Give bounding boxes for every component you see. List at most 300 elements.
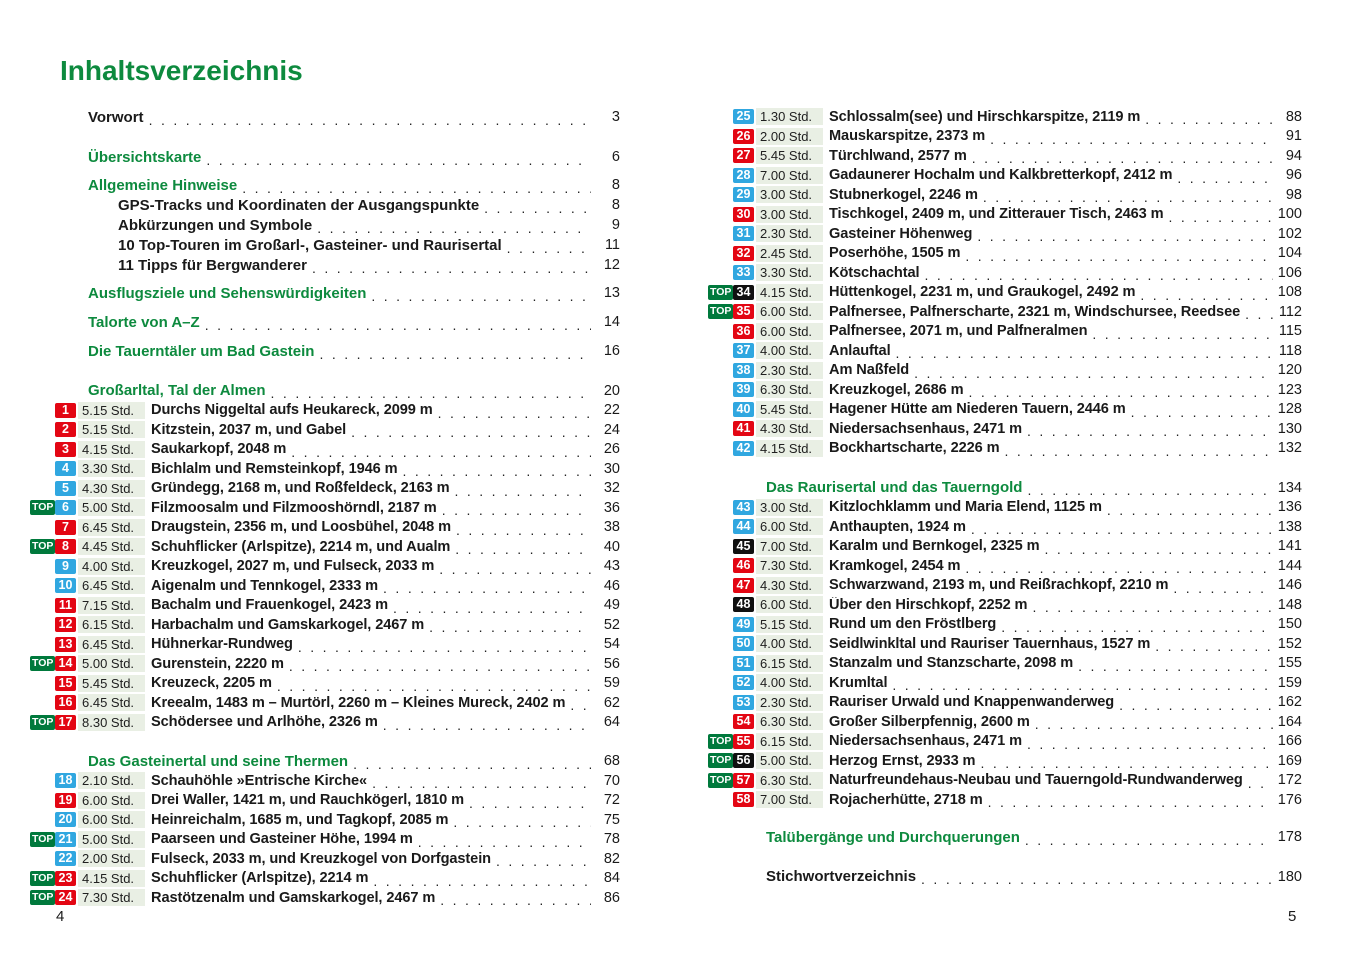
top-badge-slot bbox=[708, 773, 733, 788]
toc-entry bbox=[30, 175, 620, 195]
tour-number-badge: 11 bbox=[55, 598, 76, 613]
tour-duration: 3.00 Std. bbox=[756, 499, 823, 516]
toc-entry bbox=[30, 215, 620, 235]
tour-row bbox=[30, 635, 620, 655]
tour-number-badge: 48 bbox=[733, 597, 754, 612]
tour-number-badge: 15 bbox=[55, 676, 76, 691]
tour-page-number: 88 bbox=[1285, 108, 1302, 125]
tour-duration: 6.45 Std. bbox=[78, 636, 145, 653]
entry-page-number: 8 bbox=[611, 197, 620, 213]
entry-label: Abkürzungen und Symbole bbox=[118, 216, 313, 234]
tour-number-badge: 43 bbox=[733, 500, 754, 515]
tour-title: Kitzstein, 2037 m, und Gabel bbox=[151, 421, 347, 438]
tour-row bbox=[30, 830, 620, 850]
tour-duration: 5.00 Std. bbox=[756, 752, 823, 769]
tour-page-number: 24 bbox=[603, 421, 620, 438]
tour-duration: 4.15 Std. bbox=[756, 440, 823, 457]
tour-number-badge: 50 bbox=[733, 636, 754, 651]
top-badge-slot bbox=[30, 500, 55, 515]
tour-title: Gadaunerer Hochalm und Kalkbretterkopf, 2412 m bbox=[829, 167, 1173, 184]
dot-leader bbox=[1248, 770, 1273, 791]
tour-duration: 5.15 Std. bbox=[756, 616, 823, 633]
tour-page-number: 112 bbox=[1278, 303, 1302, 320]
tour-number-badge: 8 bbox=[55, 539, 76, 554]
dot-leader bbox=[439, 556, 591, 577]
entry-label: Stichwortverzeichnis bbox=[766, 868, 917, 886]
tour-duration: 5.00 Std. bbox=[78, 499, 145, 516]
tour-row bbox=[708, 400, 1302, 420]
tour-number-badge: 57 bbox=[733, 773, 754, 788]
tour-number-badge: 26 bbox=[733, 129, 754, 144]
tour-page-number: 91 bbox=[1285, 128, 1302, 145]
right-column bbox=[708, 107, 1302, 887]
tour-duration: 2.00 Std. bbox=[756, 128, 823, 145]
entry-page-number: 11 bbox=[604, 237, 620, 253]
tour-title: Kötschachtal bbox=[829, 264, 920, 281]
tour-page-number: 128 bbox=[1277, 401, 1302, 418]
entry-label: GPS-Tracks und Koordinaten der Ausgangspunkte bbox=[118, 196, 480, 214]
tour-number-badge: 21 bbox=[55, 832, 76, 847]
dot-leader bbox=[983, 184, 1273, 205]
top-badge-slot bbox=[30, 871, 55, 886]
tour-row bbox=[708, 517, 1302, 537]
entry-label: Talübergänge und Durchquerungen bbox=[766, 828, 1020, 846]
tour-page-number: 84 bbox=[603, 870, 620, 887]
tour-duration: 2.45 Std. bbox=[756, 245, 823, 262]
tour-title: Gründegg, 2168 m, und Roßfeldeck, 2163 m bbox=[151, 480, 450, 497]
tour-duration: 4.45 Std. bbox=[78, 538, 145, 555]
toc-entry bbox=[30, 312, 620, 332]
tour-title: Hüttenkogel, 2231 m, und Graukogel, 2492 m bbox=[829, 284, 1136, 301]
dot-leader bbox=[1045, 536, 1273, 557]
tour-row bbox=[708, 634, 1302, 654]
tour-page-number: 100 bbox=[1277, 206, 1302, 223]
tour-title: Gasteiner Höhenweg bbox=[829, 225, 973, 242]
entry-label: Das Gasteinertal und seine Thermen bbox=[88, 752, 349, 770]
tour-title: Bichlalm und Remsteinkopf, 1946 m bbox=[151, 460, 398, 477]
tour-title: Aigenalm und Tennkogel, 2333 m bbox=[151, 577, 379, 594]
left-sections bbox=[30, 381, 620, 908]
toc-section bbox=[30, 381, 620, 732]
dot-leader bbox=[469, 790, 591, 811]
tour-page-number: 120 bbox=[1277, 362, 1302, 379]
tour-page-number: 115 bbox=[1278, 323, 1302, 340]
top-badge-slot bbox=[708, 304, 733, 319]
tour-row bbox=[30, 771, 620, 791]
tour-page-number: 94 bbox=[1285, 147, 1302, 164]
tour-row bbox=[708, 693, 1302, 713]
tour-duration: 6.00 Std. bbox=[78, 811, 145, 828]
tour-duration: 6.30 Std. bbox=[756, 713, 823, 730]
tour-page-number: 106 bbox=[1277, 264, 1302, 281]
dot-leader bbox=[1107, 497, 1273, 518]
tour-title: Rastötzenalm und Gamskarkogel, 2467 m bbox=[151, 889, 436, 906]
tour-page-number: 98 bbox=[1285, 186, 1302, 203]
dot-leader bbox=[507, 235, 591, 256]
continued-tour-list bbox=[708, 107, 1302, 458]
dot-leader bbox=[924, 262, 1272, 283]
dot-leader bbox=[1025, 827, 1273, 848]
tour-title: Drei Waller, 1421 m, und Rauchkögerl, 1810 m bbox=[151, 792, 465, 809]
tour-row bbox=[30, 498, 620, 518]
tour-number-badge: 46 bbox=[733, 558, 754, 573]
tour-number-badge: 53 bbox=[733, 695, 754, 710]
tour-duration: 4.15 Std. bbox=[78, 870, 145, 887]
dot-leader bbox=[896, 340, 1273, 361]
tour-number-badge: 40 bbox=[733, 402, 754, 417]
dot-leader bbox=[1027, 477, 1272, 498]
tour-duration: 5.45 Std. bbox=[756, 147, 823, 164]
tour-number-badge: 34 bbox=[733, 285, 754, 300]
dot-leader bbox=[921, 866, 1273, 887]
tour-number-badge: 4 bbox=[55, 461, 76, 476]
dot-leader bbox=[1035, 711, 1273, 732]
tour-row bbox=[30, 693, 620, 713]
dot-leader bbox=[1145, 106, 1273, 127]
dot-leader bbox=[1027, 731, 1273, 752]
tour-row bbox=[708, 556, 1302, 576]
tour-row bbox=[30, 420, 620, 440]
tour-row bbox=[708, 283, 1302, 303]
toc-entry bbox=[30, 341, 620, 361]
dot-leader bbox=[484, 195, 591, 216]
tour-number-badge: 10 bbox=[55, 578, 76, 593]
dot-leader bbox=[317, 215, 591, 236]
dot-leader bbox=[206, 147, 591, 168]
tour-row bbox=[708, 224, 1302, 244]
toc-entry bbox=[30, 195, 620, 215]
tour-duration: 4.00 Std. bbox=[756, 342, 823, 359]
tour-number-badge: 12 bbox=[55, 617, 76, 632]
tour-title: Kreealm, 1483 m – Murtörl, 2260 m – Kleines Mureck, 2402 m bbox=[151, 694, 566, 711]
tour-page-number: 82 bbox=[603, 850, 620, 867]
dot-leader bbox=[972, 145, 1273, 166]
entry-label: Übersichtskarte bbox=[88, 148, 202, 166]
tour-title: Herzog Ernst, 2933 m bbox=[829, 752, 976, 769]
tour-row bbox=[708, 732, 1302, 752]
tour-duration: 7.30 Std. bbox=[78, 889, 145, 906]
top-badge: TOP bbox=[710, 773, 732, 786]
tour-row bbox=[708, 341, 1302, 361]
tour-duration: 6.15 Std. bbox=[78, 616, 145, 633]
dot-leader bbox=[149, 107, 591, 128]
dot-leader bbox=[319, 341, 591, 362]
tour-page-number: 155 bbox=[1277, 655, 1302, 672]
tour-row bbox=[708, 322, 1302, 342]
dot-leader bbox=[277, 673, 591, 694]
tour-number-badge: 1 bbox=[55, 403, 76, 418]
tour-duration: 6.45 Std. bbox=[78, 694, 145, 711]
tour-number-badge: 2 bbox=[55, 422, 76, 437]
tour-row bbox=[708, 302, 1302, 322]
page-number-right: 5 bbox=[1288, 908, 1297, 925]
tour-number-badge: 39 bbox=[733, 382, 754, 397]
dot-leader bbox=[455, 536, 591, 557]
tour-title: Anlauftal bbox=[829, 342, 891, 359]
dot-leader bbox=[353, 751, 591, 772]
tour-duration: 4.00 Std. bbox=[756, 674, 823, 691]
top-badge-slot bbox=[30, 656, 55, 671]
tour-page-number: 141 bbox=[1277, 538, 1302, 555]
dot-leader bbox=[291, 439, 591, 460]
tour-title: Hagener Hütte am Niederen Tauern, 2446 m bbox=[829, 401, 1126, 418]
tour-title: Schlossalm(see) und Hirschkarspitze, 2119 m bbox=[829, 108, 1141, 125]
tour-title: Paarseen und Gasteiner Höhe, 1994 m bbox=[151, 831, 413, 848]
toc-entry bbox=[30, 255, 620, 275]
tour-title: Schuhflicker (Arlspitze), 2214 m bbox=[151, 870, 369, 887]
tour-number-badge: 36 bbox=[733, 324, 754, 339]
tour-page-number: 62 bbox=[603, 694, 620, 711]
dot-leader bbox=[453, 809, 591, 830]
tour-number-badge: 19 bbox=[55, 793, 76, 808]
tour-page-number: 166 bbox=[1277, 733, 1302, 750]
tour-duration: 5.00 Std. bbox=[78, 831, 145, 848]
top-badge: TOP bbox=[32, 657, 54, 670]
tour-number-badge: 24 bbox=[55, 890, 76, 905]
dot-leader bbox=[980, 750, 1272, 771]
back-matter-list bbox=[708, 828, 1302, 887]
tour-row bbox=[708, 107, 1302, 127]
tour-duration: 6.15 Std. bbox=[756, 655, 823, 672]
top-badge: TOP bbox=[32, 891, 54, 904]
tour-number-badge: 17 bbox=[55, 715, 76, 730]
tour-title: Heinreichalm, 1685 m, und Tagkopf, 2085 m bbox=[151, 811, 449, 828]
entry-page-number: 3 bbox=[611, 109, 620, 125]
tour-duration: 6.45 Std. bbox=[78, 577, 145, 594]
tour-duration: 3.00 Std. bbox=[756, 206, 823, 223]
tour-duration: 4.30 Std. bbox=[78, 480, 145, 497]
tour-row bbox=[30, 654, 620, 674]
tour-page-number: 75 bbox=[603, 811, 620, 828]
tour-row bbox=[708, 439, 1302, 459]
tour-page-number: 78 bbox=[603, 831, 620, 848]
tour-row bbox=[30, 713, 620, 733]
tour-duration: 3.30 Std. bbox=[78, 460, 145, 477]
dot-leader bbox=[289, 653, 591, 674]
tour-duration: 4.00 Std. bbox=[756, 635, 823, 652]
tour-row bbox=[30, 615, 620, 635]
top-badge-slot bbox=[30, 890, 55, 905]
entry-page-number: 14 bbox=[603, 314, 620, 330]
toc-section bbox=[708, 478, 1302, 810]
tour-row bbox=[30, 459, 620, 479]
tour-number-badge: 16 bbox=[55, 695, 76, 710]
tour-page-number: 72 bbox=[603, 792, 620, 809]
tour-number-badge: 56 bbox=[733, 753, 754, 768]
entry-label: 10 Top-Touren im Großarl-, Gasteiner- und Raurisertal bbox=[118, 236, 502, 254]
tour-duration: 6.30 Std. bbox=[756, 772, 823, 789]
tour-number-badge: 47 bbox=[733, 578, 754, 593]
tour-row bbox=[30, 557, 620, 577]
tour-duration: 4.30 Std. bbox=[756, 420, 823, 437]
entry-page-number: 180 bbox=[1277, 868, 1302, 885]
dot-leader bbox=[968, 379, 1272, 400]
tour-row bbox=[708, 790, 1302, 810]
tour-duration: 1.30 Std. bbox=[756, 108, 823, 125]
dot-leader bbox=[438, 400, 591, 421]
tour-page-number: 162 bbox=[1277, 694, 1302, 711]
dot-leader bbox=[1027, 418, 1273, 439]
top-badge: TOP bbox=[32, 832, 54, 845]
tour-title: Großer Silberpfennig, 2600 m bbox=[829, 713, 1030, 730]
toc-entry bbox=[708, 828, 1302, 848]
tour-row bbox=[30, 810, 620, 830]
tour-number-badge: 33 bbox=[733, 265, 754, 280]
dot-leader bbox=[1177, 165, 1273, 186]
toc-entry bbox=[30, 381, 620, 401]
dot-leader bbox=[298, 634, 591, 655]
tour-page-number: 52 bbox=[603, 616, 620, 633]
dot-leader bbox=[990, 126, 1273, 147]
top-badge-slot bbox=[30, 539, 55, 554]
tour-number-badge: 32 bbox=[733, 246, 754, 261]
tour-row bbox=[708, 361, 1302, 381]
tour-number-badge: 22 bbox=[55, 851, 76, 866]
tour-title: Durchs Niggeltal aufs Heukareck, 2099 m bbox=[151, 402, 433, 419]
tour-page-number: 32 bbox=[603, 480, 620, 497]
tour-title: Niedersachsenhaus, 2471 m bbox=[829, 420, 1022, 437]
tour-title: Karalm und Bernkogel, 2325 m bbox=[829, 538, 1040, 555]
tour-row bbox=[708, 419, 1302, 439]
dot-leader bbox=[456, 517, 591, 538]
entry-page-number: 20 bbox=[603, 382, 620, 399]
top-badge: TOP bbox=[710, 754, 732, 767]
dot-leader bbox=[1032, 594, 1272, 615]
tour-duration: 2.30 Std. bbox=[756, 225, 823, 242]
tour-title: Harbachalm und Gamskarkogel, 2467 m bbox=[151, 616, 425, 633]
tour-page-number: 164 bbox=[1277, 713, 1302, 730]
tour-duration: 6.00 Std. bbox=[756, 596, 823, 613]
dot-leader bbox=[371, 283, 591, 304]
tour-duration: 5.15 Std. bbox=[78, 421, 145, 438]
tour-page-number: 144 bbox=[1277, 557, 1302, 574]
top-badge-slot bbox=[30, 715, 55, 730]
top-badge: TOP bbox=[710, 285, 732, 298]
tour-duration: 5.00 Std. bbox=[78, 655, 145, 672]
entry-page-number: 16 bbox=[603, 343, 620, 359]
tour-page-number: 123 bbox=[1277, 381, 1302, 398]
tour-row bbox=[30, 596, 620, 616]
tour-duration: 7.00 Std. bbox=[756, 538, 823, 555]
right-sections bbox=[708, 478, 1302, 810]
dot-leader bbox=[205, 312, 591, 333]
tour-duration: 5.45 Std. bbox=[756, 401, 823, 418]
top-badge: TOP bbox=[710, 305, 732, 318]
tour-title: Schuhflicker (Arlspitze), 2214 m, und Aualm bbox=[151, 538, 451, 555]
entry-label: Allgemeine Hinweise bbox=[88, 176, 238, 194]
dot-leader bbox=[965, 243, 1272, 264]
tour-row bbox=[708, 751, 1302, 771]
tour-row bbox=[708, 771, 1302, 791]
tour-duration: 5.15 Std. bbox=[78, 402, 145, 419]
tour-number-badge: 14 bbox=[55, 656, 76, 671]
tour-number-badge: 35 bbox=[733, 304, 754, 319]
toc-section bbox=[30, 752, 620, 908]
tour-row bbox=[708, 127, 1302, 147]
entry-page-number: 12 bbox=[603, 257, 620, 273]
tour-page-number: 148 bbox=[1277, 596, 1302, 613]
tour-page-number: 46 bbox=[603, 577, 620, 594]
top-badge-slot bbox=[708, 734, 733, 749]
tour-row bbox=[30, 576, 620, 596]
top-badge: TOP bbox=[32, 540, 54, 553]
tour-title: Am Naßfeld bbox=[829, 362, 910, 379]
entry-label: Großarltal, Tal der Almen bbox=[88, 382, 266, 400]
toc-entry bbox=[30, 752, 620, 772]
tour-row bbox=[30, 440, 620, 460]
tour-title: Stubnerkogel, 2246 m bbox=[829, 186, 978, 203]
tour-page-number: 152 bbox=[1277, 635, 1302, 652]
entry-label: Talorte von A–Z bbox=[88, 313, 200, 331]
tour-duration: 6.15 Std. bbox=[756, 733, 823, 750]
dot-leader bbox=[373, 868, 591, 889]
dot-leader bbox=[965, 555, 1272, 576]
tour-title: Kitzlochklamm und Maria Elend, 1125 m bbox=[829, 499, 1102, 516]
tour-row bbox=[708, 205, 1302, 225]
entry-page-number: 178 bbox=[1277, 829, 1302, 846]
tour-page-number: 108 bbox=[1277, 284, 1302, 301]
page-number-left: 4 bbox=[56, 908, 65, 925]
tour-duration: 7.15 Std. bbox=[78, 597, 145, 614]
dot-leader bbox=[496, 848, 591, 869]
tour-row bbox=[708, 654, 1302, 674]
tour-duration: 4.15 Std. bbox=[78, 441, 145, 458]
top-badge: TOP bbox=[32, 715, 54, 728]
dot-leader bbox=[1131, 399, 1273, 420]
tour-row bbox=[708, 244, 1302, 264]
dot-leader bbox=[455, 478, 592, 499]
tour-title: Naturfreundehaus-Neubau und Tauerngold-Rundwanderweg bbox=[829, 772, 1243, 789]
tour-page-number: 59 bbox=[603, 675, 620, 692]
toc-entry bbox=[30, 107, 620, 127]
tour-page-number: 96 bbox=[1285, 167, 1302, 184]
tour-duration: 3.00 Std. bbox=[756, 186, 823, 203]
tour-page-number: 36 bbox=[603, 499, 620, 516]
tour-page-number: 169 bbox=[1277, 752, 1302, 769]
tour-number-badge: 18 bbox=[55, 773, 76, 788]
dot-leader bbox=[271, 380, 591, 401]
toc-entry bbox=[30, 147, 620, 167]
tour-page-number: 104 bbox=[1277, 245, 1302, 262]
tour-duration: 7.30 Std. bbox=[756, 557, 823, 574]
tour-page-number: 54 bbox=[603, 636, 620, 653]
dot-leader bbox=[418, 829, 591, 850]
tour-number-badge: 44 bbox=[733, 519, 754, 534]
tour-duration: 7.00 Std. bbox=[756, 791, 823, 808]
tour-title: Tischkogel, 2409 m, und Zitterauer Tisch, 2463 m bbox=[829, 206, 1164, 223]
tour-title: Palfnersee, 2071 m, und Palfneralmen bbox=[829, 323, 1088, 340]
tour-title: Schauhöhle »Entrische Kirche« bbox=[151, 772, 368, 789]
tour-number-badge: 25 bbox=[733, 109, 754, 124]
tour-title: Kramkogel, 2454 m bbox=[829, 557, 961, 574]
tour-duration: 6.00 Std. bbox=[756, 303, 823, 320]
dot-leader bbox=[312, 255, 591, 276]
tour-duration: 6.00 Std. bbox=[756, 323, 823, 340]
dot-leader bbox=[1140, 282, 1272, 303]
tour-number-badge: 20 bbox=[55, 812, 76, 827]
tour-title: Rauriser Urwald und Knappenwanderweg bbox=[829, 694, 1115, 711]
tour-page-number: 132 bbox=[1277, 440, 1302, 457]
tour-row bbox=[30, 674, 620, 694]
tour-title: Seidlwinkltal und Rauriser Tauernhaus, 1527 m bbox=[829, 635, 1151, 652]
dot-leader bbox=[971, 516, 1273, 537]
tour-number-badge: 37 bbox=[733, 343, 754, 358]
tour-page-number: 172 bbox=[1277, 772, 1302, 789]
tour-title: Kreuzkogel, 2027 m, und Fulseck, 2033 m bbox=[151, 558, 435, 575]
toc-entry bbox=[708, 478, 1302, 498]
dot-leader bbox=[1119, 692, 1273, 713]
tour-row bbox=[708, 595, 1302, 615]
